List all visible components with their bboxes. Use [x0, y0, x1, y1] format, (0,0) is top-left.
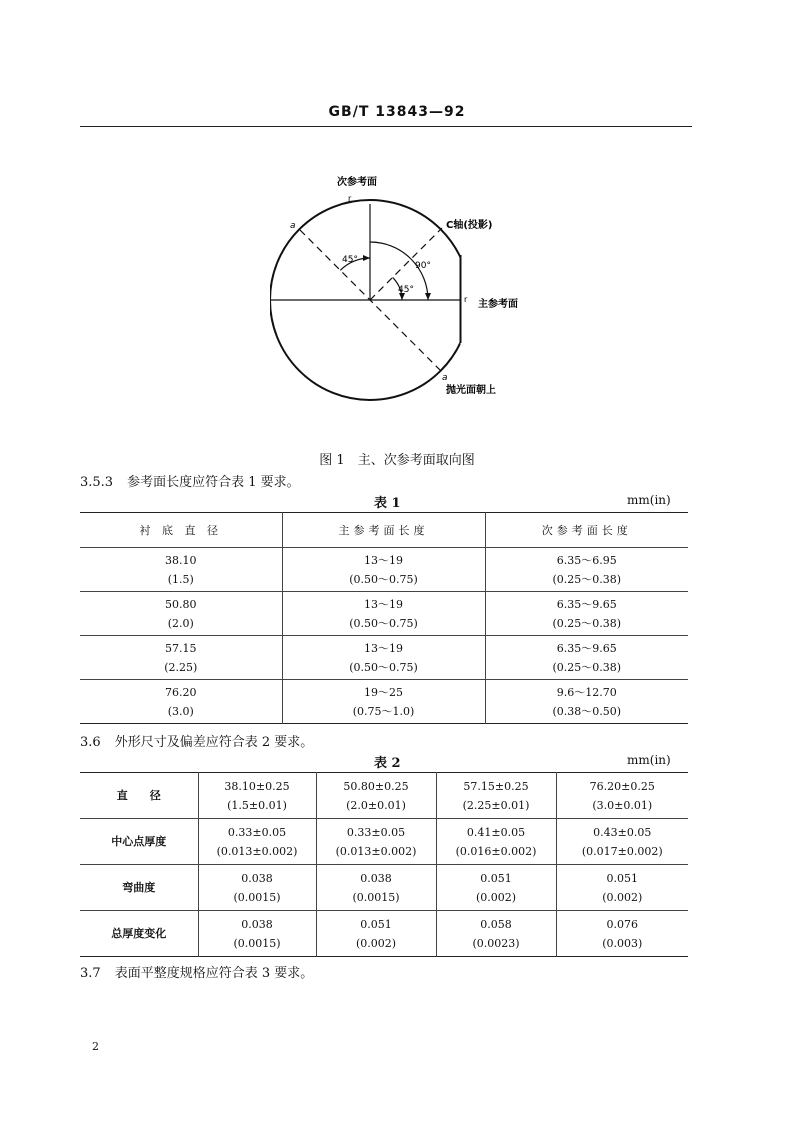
table-row [80, 773, 688, 819]
arrowhead-icon [425, 293, 431, 300]
table-cell: 0.076 (0.003) [602, 917, 643, 950]
row-label: 总厚度变化 [80, 911, 198, 957]
section-number: 3.7 [80, 966, 101, 981]
label-angle-45b: 45° [398, 285, 414, 295]
table-cell: 38.10 (1.5) [80, 548, 282, 592]
table-cell: 0.038 (0.0015) [316, 865, 436, 911]
section-number: 3.6 [80, 735, 101, 750]
column-header: 衬 底 直 径 [80, 513, 282, 548]
table-cell: 0.038 (0.0015) [198, 865, 316, 911]
table2-unit: mm(in) [627, 753, 671, 767]
table-cell: 50.80±0.25 (2.0±0.01) [316, 773, 436, 819]
section-text: 表面平整度规格应符合表 3 要求。 [114, 966, 314, 981]
table-row [80, 819, 688, 865]
figure-caption: 图 1 主、次参考面取向图 [319, 453, 475, 468]
table-cell: 57.15±0.25 (2.25±0.01) [436, 773, 556, 819]
table-cell: 0.051 (0.002) [436, 865, 556, 911]
table-cell: 13～19 (0.50～0.75) [282, 636, 485, 680]
label-a-top: a [290, 221, 296, 231]
table-1 [80, 512, 688, 724]
label-angle-90: 90° [415, 261, 431, 271]
section-3-6 [80, 731, 313, 750]
table-cell: 13～19 (0.50～0.75) [282, 592, 485, 636]
table-row [80, 680, 688, 724]
table-row [80, 865, 688, 911]
label-r-right: r [464, 295, 468, 304]
section-text: 参考面长度应符合表 1 要求。 [127, 475, 300, 490]
table-cell: 0.33±0.05 (0.013±0.002) [316, 819, 436, 865]
label-primary-ref: 主参考面 [478, 299, 518, 310]
column-header: 次参考面长度 [485, 513, 688, 548]
table-row [80, 548, 688, 592]
table-2 [80, 772, 688, 957]
table-cell: 50.80 (2.0) [80, 592, 282, 636]
table-cell: 0.058 (0.0023) [436, 911, 556, 957]
table-cell: 0.038 (0.0015) [198, 911, 316, 957]
table1-title: 表 1 [374, 496, 401, 511]
table-cell: 0.43±0.05 (0.017±0.002) [556, 819, 688, 865]
table-cell: 0.33±0.05 (0.013±0.002) [198, 819, 316, 865]
table-cell: 0.051 (0.002) [556, 865, 688, 911]
document-header: GB/T 13843—92 [328, 104, 466, 120]
a-a-diagonal [300, 230, 442, 372]
section-text: 外形尺寸及偏差应符合表 2 要求。 [114, 735, 314, 750]
table-cell: 0.41±0.05 (0.016±0.002) [436, 819, 556, 865]
row-label: 弯曲度 [80, 865, 198, 911]
table-cell: 38.10±0.25 (1.5±0.01) [198, 773, 316, 819]
arrowhead-icon [363, 255, 370, 261]
label-secondary-ref: 次参考面 [337, 177, 377, 188]
table-cell: 9.6～12.70 (0.38～0.50) [552, 685, 622, 718]
column-header: 主参考面长度 [282, 513, 485, 548]
table-cell: 57.15 (2.25) [80, 636, 282, 680]
table-cell: 13～19 (0.50～0.75) [282, 548, 485, 592]
table-cell: 0.051 (0.002) [316, 911, 436, 957]
table-cell: 6.35～9.65 (0.25～0.38) [485, 592, 688, 636]
section-3-5-3 [80, 471, 300, 490]
label-r-top: r [348, 194, 352, 203]
table1-unit: mm(in) [627, 493, 671, 507]
wafer-orientation-diagram [0, 0, 794, 440]
table-row [80, 592, 688, 636]
table-cell: 76.20±0.25 (3.0±0.01) [556, 773, 688, 819]
table2-title: 表 2 [374, 756, 401, 771]
label-polished-up: 抛光面朝上 [446, 385, 496, 396]
table-row [80, 636, 688, 680]
row-label: 直 径 [80, 773, 198, 819]
row-label: 中心点厚度 [80, 819, 198, 865]
table-cell: 19～25 (0.75～1.0) [282, 680, 485, 724]
label-angle-45a: 45° [342, 255, 358, 265]
page-number: 2 [92, 1040, 99, 1053]
table-cell: 6.35～9.65 (0.25～0.38) [485, 636, 688, 680]
table-header-row [80, 513, 688, 548]
table-cell: 76.20 (3.0) [80, 680, 282, 724]
section-number: 3.5.3 [80, 475, 114, 490]
label-a-bottom: a [442, 373, 448, 383]
table-cell: 6.35～6.95 (0.25～0.38) [485, 548, 688, 592]
section-3-7 [80, 962, 313, 981]
label-c-axis: C轴(投影) [446, 220, 493, 231]
table-row [80, 911, 688, 957]
